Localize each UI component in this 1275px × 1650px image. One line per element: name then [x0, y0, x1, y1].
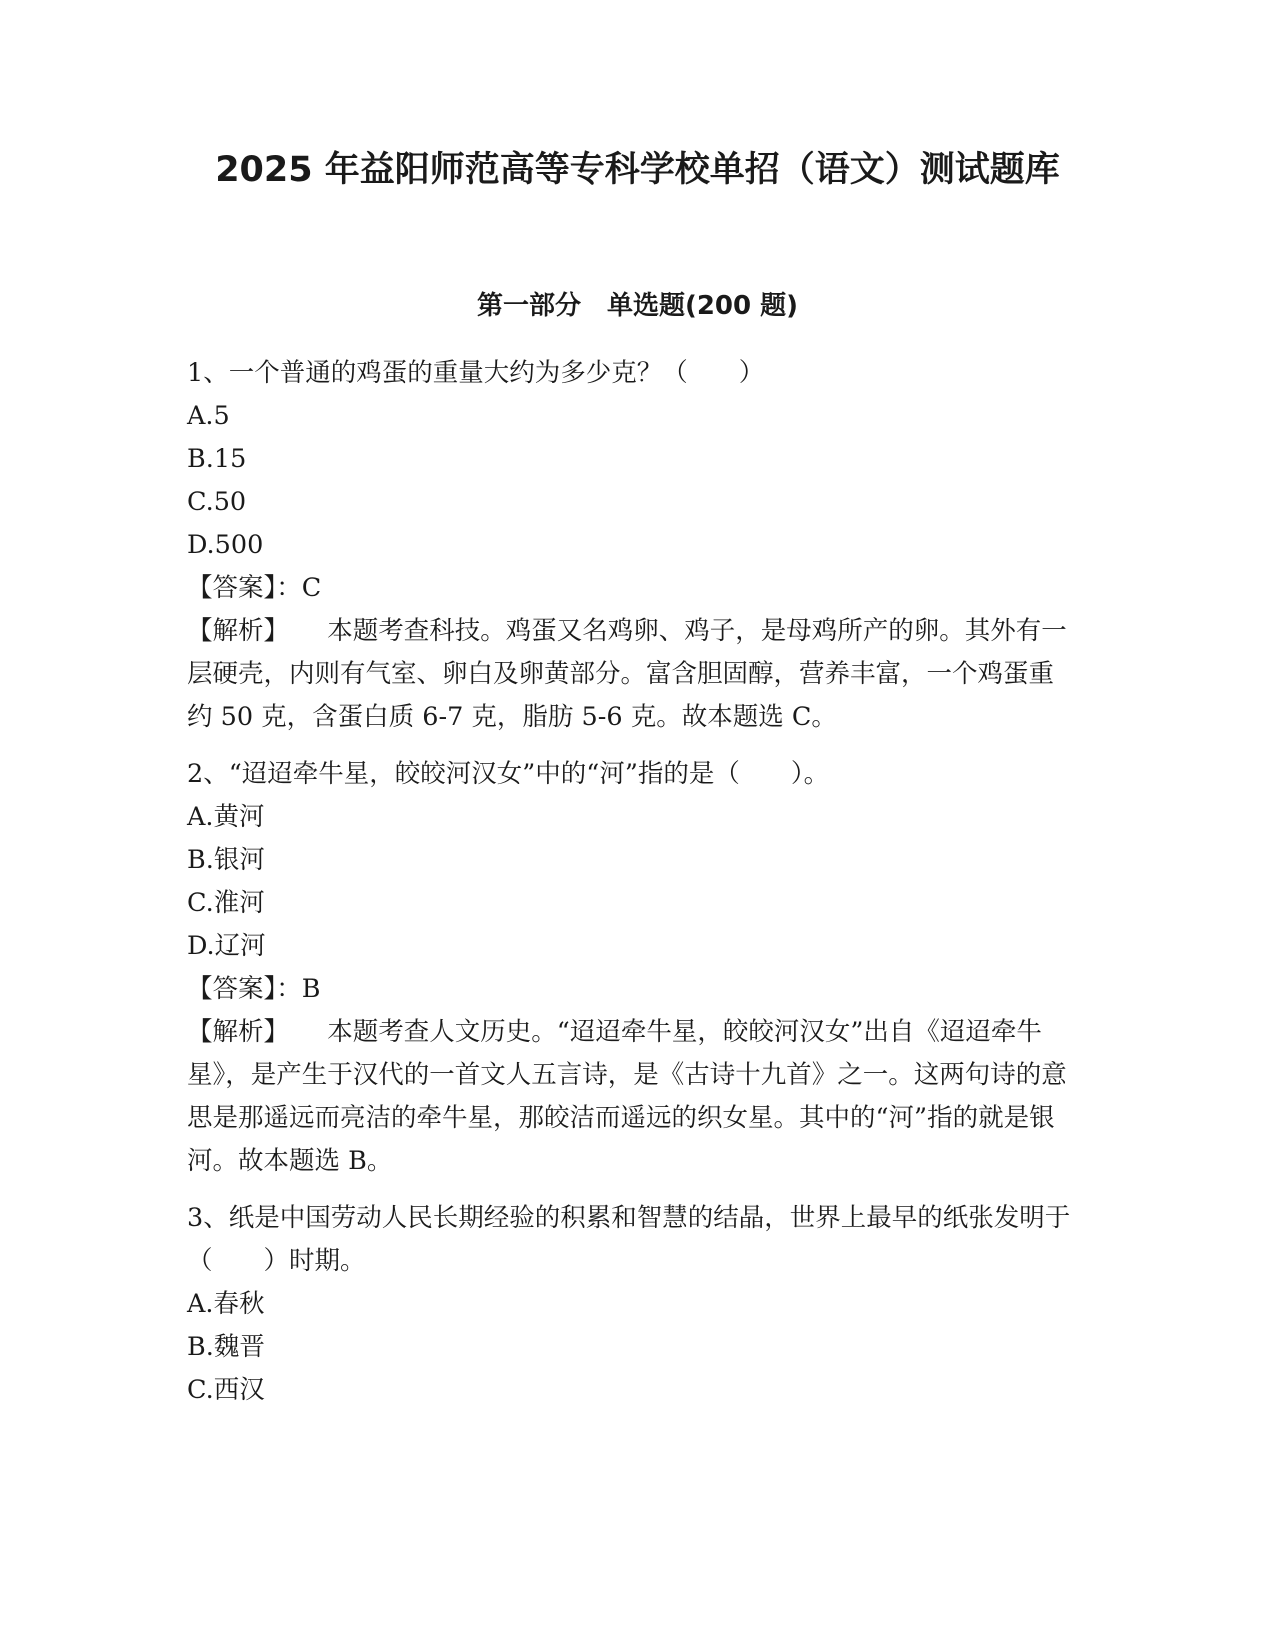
- option-a: A.春秋: [187, 1289, 265, 1319]
- page-title: 2025 年益阳师范高等专科学校单招（语文）测试题库: [215, 150, 1060, 190]
- option-a: A.黄河: [187, 802, 265, 832]
- question-list: [187, 352, 1077, 1426]
- question-number: 2、: [187, 759, 229, 789]
- option-c: C.50: [187, 487, 247, 517]
- explanation-text: 本题考查人文历史。“迢迢牵牛星，皎皎河汉女”出自《迢迢牵牛星》，是产生于汉代的一首文人五言诗，是《古诗十九首》之一。这两句诗的意思是那遥远而亮洁的牵牛星，那皎洁而遥远的织女星。其中的“河”指的就是银河。故本题选 B。: [187, 1017, 1067, 1176]
- explanation-text: 本题考查科技。鸡蛋又名鸡卵、鸡子，是母鸡所产的卵。其外有一层硬壳，内则有气室、卵白及卵黄部分。富含胆固醇，营养丰富，一个鸡蛋重约 50 克，含蛋白质 6-7 克，脂肪 5-6 克。故本题选 C。: [187, 616, 1067, 732]
- answer-line: [187, 567, 1077, 610]
- question-stem: [187, 753, 1077, 796]
- explanation-label: 【解析】: [187, 616, 302, 646]
- answer-value: B: [301, 974, 321, 1004]
- question-text: 纸是中国劳动人民长期经验的积累和智慧的结晶，世界上最早的纸张发明于（ ）时期。: [187, 1203, 1071, 1276]
- option-a: A.5: [187, 401, 230, 431]
- question-stem: [187, 1197, 1077, 1283]
- question-text: 一个普通的鸡蛋的重量大约为多少克？（ ）: [228, 358, 765, 388]
- question-text: “迢迢牵牛星，皎皎河汉女”中的“河”指的是（ ）。: [228, 759, 830, 789]
- question-2: [187, 753, 1077, 1183]
- option-d: D.辽河: [187, 931, 266, 961]
- question-number: 3、: [187, 1203, 229, 1233]
- answer-value: C: [301, 573, 322, 603]
- option-b: B.银河: [187, 845, 265, 875]
- option-b: B.15: [187, 444, 247, 474]
- option-c: C.西汉: [187, 1375, 265, 1405]
- explanation: [187, 1011, 1077, 1183]
- answer-line: [187, 968, 1077, 1011]
- answer-label: 【答案】：: [187, 974, 302, 1004]
- question-stem: [187, 352, 1077, 395]
- option-d: D.500: [187, 530, 264, 560]
- question-1: [187, 352, 1077, 739]
- explanation-label: 【解析】: [187, 1017, 302, 1047]
- question-3: [187, 1197, 1077, 1412]
- option-c: C.淮河: [187, 888, 265, 918]
- option-b: B.魏晋: [187, 1332, 265, 1362]
- answer-label: 【答案】：: [187, 573, 302, 603]
- explanation: [187, 610, 1077, 739]
- question-number: 1、: [187, 358, 229, 388]
- section-title: 第一部分 单选题(200 题): [476, 291, 799, 321]
